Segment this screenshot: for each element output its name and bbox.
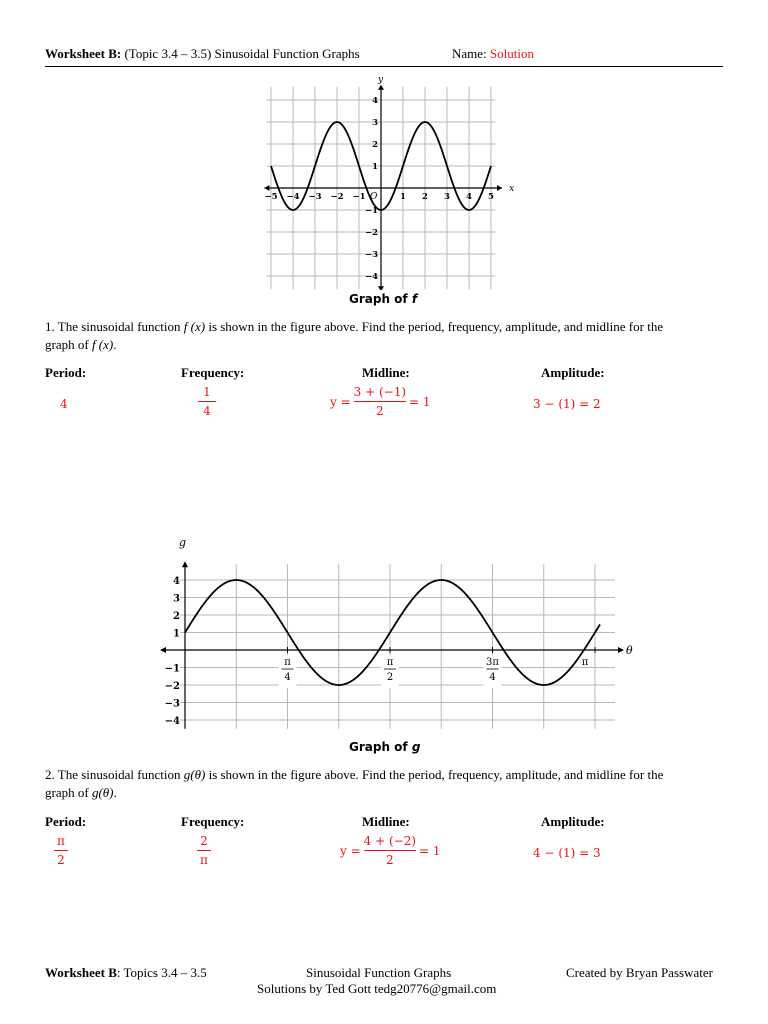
x-tick-label: −4: [286, 192, 300, 202]
y-axis-arrow: [182, 561, 188, 567]
x-tick-label-num: π: [284, 657, 291, 668]
y-tick-label: −3: [164, 698, 180, 710]
y-tick-label: 1: [372, 162, 378, 172]
x-tick-label-den: 4: [489, 672, 496, 683]
question-1-text: 1. The sinusoidal function f (x) is shown in the figure above. Find the period, frequency, amplitude, and midline for the graph of f (x).: [45, 319, 664, 352]
footer-right: Created by Bryan Passwater: [566, 965, 713, 980]
q2-frequency-value: 2 π: [197, 834, 211, 867]
x-axis-label: x: [509, 184, 515, 194]
q2-frequency-label: Frequency:: [181, 814, 245, 829]
x-axis-label: θ: [626, 644, 633, 657]
y-tick-label: 4: [372, 96, 378, 106]
q2-amplitude-value: 4 − (1) = 3: [533, 846, 601, 860]
y-tick-label: −1: [164, 663, 180, 675]
y-tick-label: 4: [173, 576, 180, 587]
worksheet-title: Worksheet B: (Topic 3.4 – 3.5) Sinusoidal Function Graphs: [45, 46, 360, 61]
y-axis-arrow-down: [378, 286, 384, 290]
q2-period-label: Period:: [45, 814, 87, 829]
q1-frequency-value: 1 4: [198, 385, 216, 418]
graph-f: [260, 72, 520, 290]
footer-credit: Solutions by Ted Gott tedg20776@gmail.com: [257, 981, 497, 996]
y-axis-label: y: [378, 74, 384, 85]
y-tick-label: 3: [372, 118, 378, 128]
q1-amplitude-label: Amplitude:: [541, 365, 605, 380]
worksheet-header: [45, 46, 723, 67]
name-field: Name: Solution: [452, 46, 534, 61]
x-axis-arrow-left: [264, 185, 269, 191]
graph-g-caption: Graph of g: [349, 740, 421, 754]
q1-midline-value: y = 3 + (−1) 2 = 1: [330, 385, 431, 418]
x-tick-label: −5: [264, 192, 278, 202]
x-tick-label-den: 4: [284, 672, 291, 683]
question-2-text: 2. The sinusoidal function g(θ) is shown in the figure above. Find the period, frequency, amplitude, and midline for the graph of g(θ).: [45, 767, 664, 800]
x-axis-arrow-left: [160, 647, 166, 653]
x-tick-label: −3: [308, 192, 322, 202]
y-tick-label: −2: [364, 228, 378, 238]
x-tick-label: 2: [422, 192, 428, 202]
x-tick-label-den: 2: [386, 672, 394, 683]
name-value: Solution: [489, 46, 534, 61]
x-tick-label: π: [581, 657, 589, 668]
y-tick-label: 1: [173, 628, 180, 640]
x-axis-arrow: [497, 185, 502, 191]
q1-frequency-label: Frequency:: [181, 365, 245, 380]
q1-amplitude-value: 3 − (1) = 2: [533, 397, 601, 411]
y-tick-label: −1: [364, 206, 378, 216]
q1-midline-label: Midline:: [362, 365, 410, 380]
x-axis-arrow: [618, 647, 624, 653]
y-axis-label: g: [179, 536, 187, 549]
y-tick-label: 2: [372, 140, 378, 150]
graph-f-caption: Graph of f: [349, 292, 418, 306]
q1-period-value: 4: [60, 397, 68, 411]
x-tick-label: 1: [400, 192, 406, 202]
y-axis-arrow: [378, 85, 384, 90]
y-tick-label: 2: [173, 611, 180, 622]
x-tick-label-num: π: [386, 657, 394, 668]
graph-g: [160, 535, 640, 735]
y-tick-label: −2: [164, 681, 180, 692]
x-tick-label: 4: [466, 192, 472, 202]
q2-midline-value: y = 4 + (−2) 2 = 1: [340, 834, 441, 867]
y-tick-label: −4: [164, 716, 180, 727]
footer-left: Worksheet B: Topics 3.4 – 3.5: [45, 965, 207, 980]
q2-midline-label: Midline:: [362, 814, 410, 829]
footer-center: Sinusoidal Function Graphs: [306, 965, 452, 980]
q1-period-label: Period:: [45, 365, 87, 380]
x-tick-label: 3: [444, 192, 450, 202]
q2-period-value: π 2: [54, 834, 68, 867]
y-tick-label: 3: [173, 593, 180, 605]
x-tick-label: −1: [352, 192, 366, 202]
y-tick-label: −3: [364, 250, 378, 260]
origin-label: O: [370, 192, 378, 202]
x-tick-label: −2: [330, 192, 344, 202]
y-tick-label: −4: [364, 272, 378, 282]
x-tick-label: 5: [488, 192, 494, 202]
q2-amplitude-label: Amplitude:: [541, 814, 605, 829]
x-tick-label-num: 3π: [486, 657, 499, 668]
